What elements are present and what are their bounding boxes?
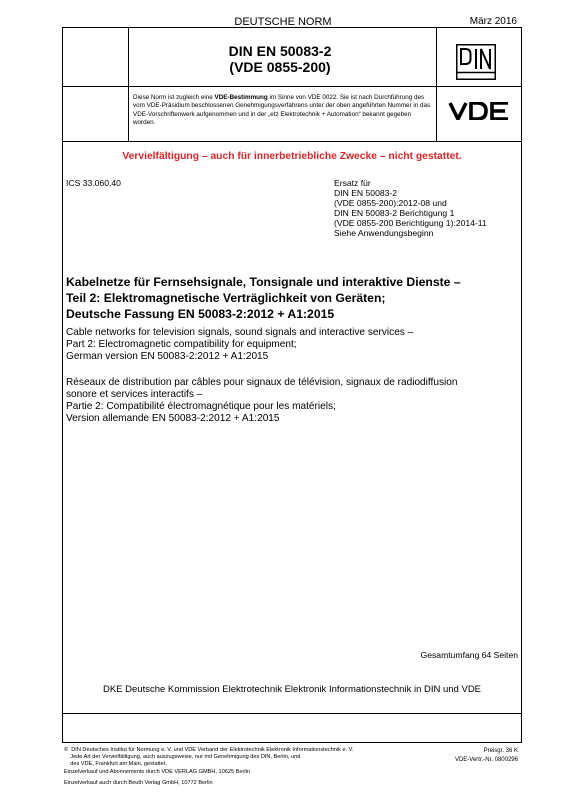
title-line: Part 2: Electromagnetic compatibility for equipment; [66,339,297,350]
title-line: sonore et services interactifs – [66,389,203,400]
replacement-line: (VDE 0855-200):2012-08 und [334,198,447,208]
copyright-line: des VDE, Frankfurt am Main, gestattet. [64,761,167,767]
vde-note-text: im Sinne von VDE 0022. Sie ist nach Durchführung des vom VDE-Präsidium beschlossenen Genehmigungsverfahrens unter der oben angeführten Nummer in das VDE-Vorschriftenwerk aufgenommen und in der „etz Elektrotechnik + Automation“ bekannt gegeben worden. [133,94,431,127]
replacement-line: Siehe Anwendungsbeginn [334,228,434,238]
title-french [66,377,518,425]
title-line: Réseaux de distribution par câbles pour signaux de télévision, signaux de radiodiffusion [66,377,458,388]
divider [62,141,522,142]
divider [62,86,522,87]
sales-line: Einzelverkauf auch durch Beuth Verlag GmbH, 10772 Berlin [64,780,213,786]
title-line: Cable networks for television signals, sound signals and interactive services – [66,327,414,338]
standard-number: DIN EN 50083-2 [228,43,332,59]
title-german [66,274,518,322]
title-english [66,327,518,363]
price-info [455,747,518,765]
copyright-notice [64,747,394,768]
replacement-info [334,178,487,238]
copyright-line: © DIN Deutsches Institut für Normung e. V. und VDE Verband der Elektrotechnik Elektronik Informationstechnik e. V. [64,747,354,753]
title-line: Version allemande EN 50083-2:2012 + A1:2015 [66,413,280,424]
vde-regulation-note [133,94,433,128]
replacement-line: (VDE 0855-200 Berichtigung 1):2014-11 [334,218,487,228]
page-count: Gesamtumfang 64 Seiten [420,650,518,660]
vde-number: (VDE 0855-200) [229,59,331,75]
sales-line: Einzelverkauf und Abonnements durch VDE VERLAG GMBH, 10625 Berlin [64,769,250,775]
publication-date: März 2016 [469,16,517,27]
price-group: Preisgr. 36 K [483,748,518,754]
document-type-header: DEUTSCHE NORM [234,16,332,28]
divider [128,27,129,141]
title-line: German version EN 50083-2:2012 + A1:2015 [66,351,269,362]
divider [62,713,522,714]
replacement-line: DIN EN 50083-2 Berichtigung 1 [334,208,455,218]
vde-contract-number: VDE-Vertr.-Nr. 0800296 [454,757,518,763]
title-line: Kabelnetze für Fernsehsignale, Tonsignale und interaktive Dienste – [66,275,461,289]
standard-number-block [130,43,430,75]
din-logo [456,44,496,80]
copyright-line: Jede Art der Vervielfältigung, auch auszugsweise, nur mit Genehmigung des DIN, Berlin, und [64,754,301,760]
replacement-line: Ersatz für [334,178,371,188]
dke-committee: DKE Deutsche Kommission Elektrotechnik Elektronik Informationstechnik in DIN und VDE [102,684,482,695]
vde-note-prefix: Diese Norm ist zugleich eine [133,94,215,101]
replacement-line: DIN EN 50083-2 [334,188,398,198]
title-line: Teil 2: Elektromagnetische Verträglichkeit von Geräten; [66,291,386,305]
title-line: Partie 2: Compatibilité électromagnétique pour les matériels; [66,401,336,412]
divider [436,27,437,141]
vde-logo [448,102,510,120]
title-line: Deutsche Fassung EN 50083-2:2012 + A1:2015 [66,307,335,321]
vde-note-bold: VDE-Bestimmung [214,94,268,101]
ics-code: ICS 33.060.40 [66,178,121,188]
reproduction-warning: Vervielfältigung – auch für innerbetriebliche Zwecke – nicht gestattet. [122,151,462,162]
